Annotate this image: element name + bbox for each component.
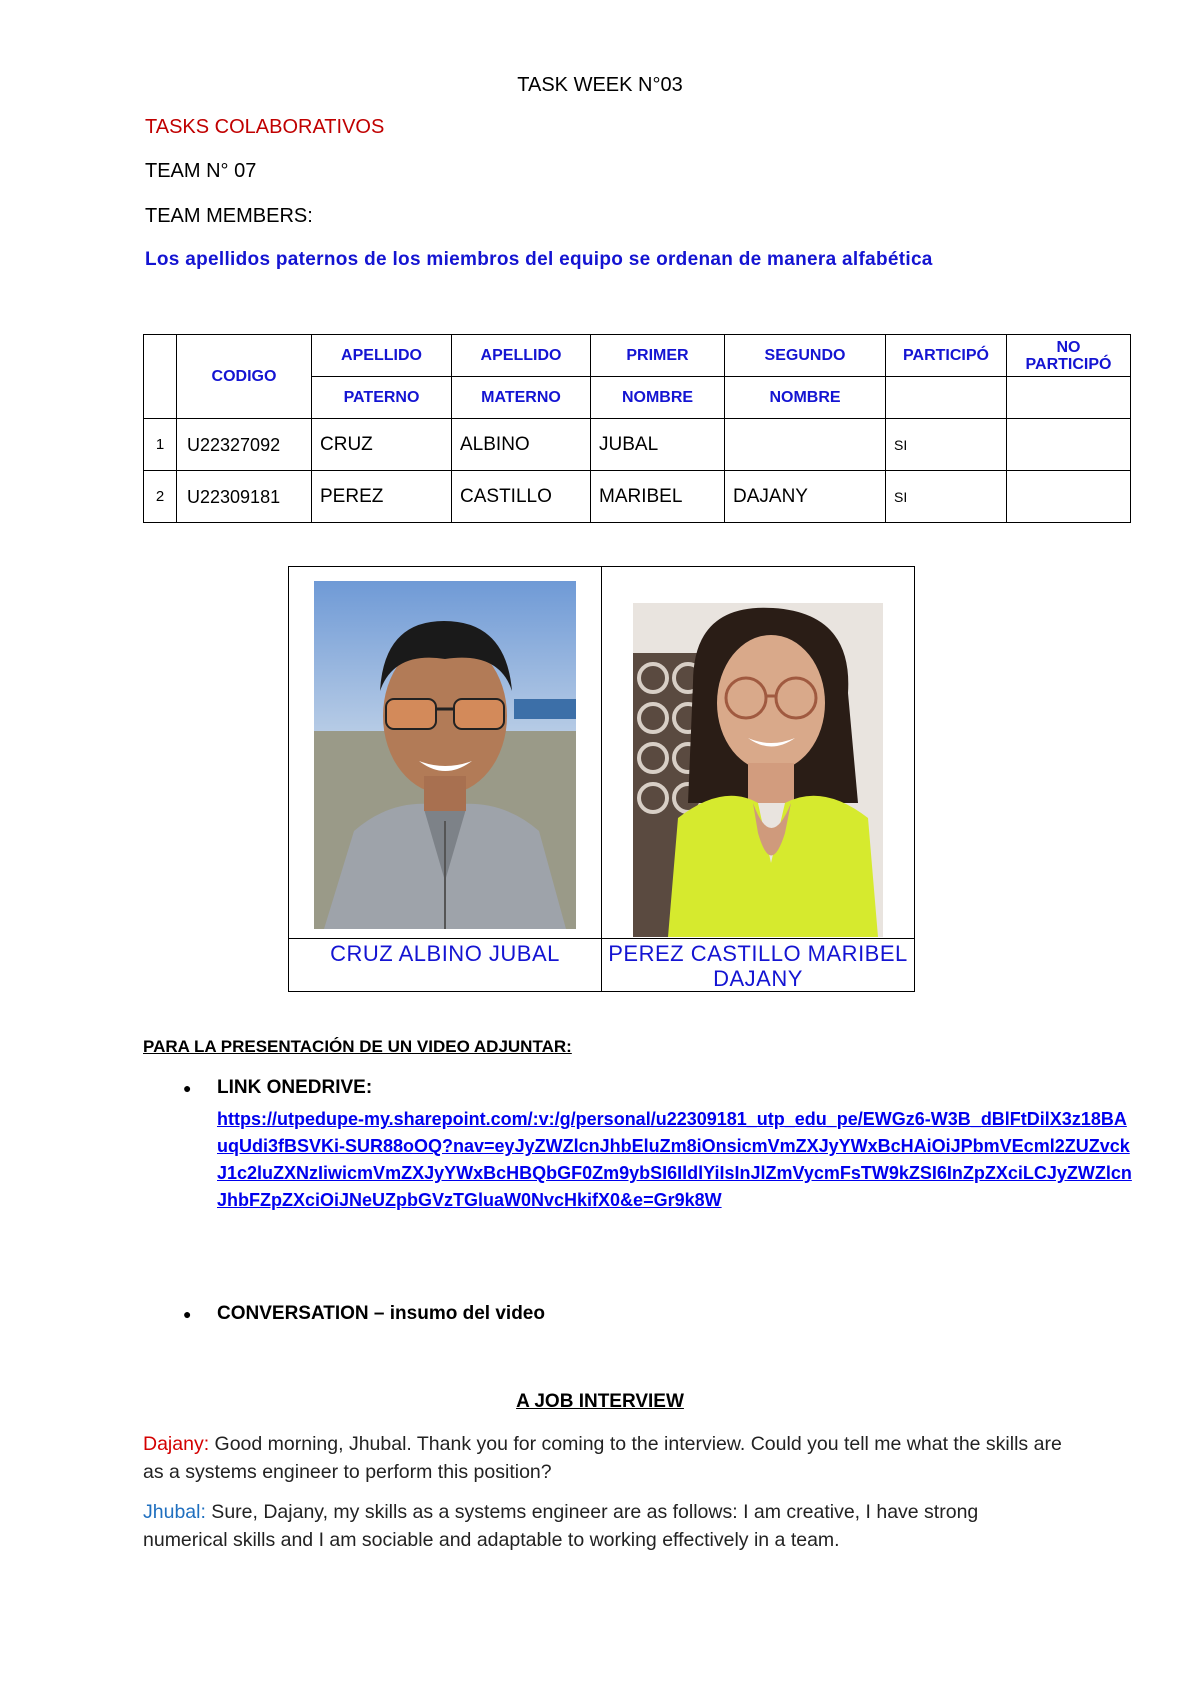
photos-table xyxy=(288,566,915,992)
row-materno: CASTILLO xyxy=(452,471,591,523)
photo-cell-2 xyxy=(602,567,915,939)
row-no-participo xyxy=(1007,471,1131,523)
speaker-name: Jhubal: xyxy=(143,1501,206,1523)
row-codigo: U22327092 xyxy=(177,419,312,471)
photo-portrait-woman xyxy=(633,603,883,937)
members-label: TEAM MEMBERS: xyxy=(145,205,313,227)
dialogue-line xyxy=(143,1498,1063,1554)
bullet-icon: ● xyxy=(183,1080,192,1096)
table-row xyxy=(144,419,1131,471)
dialogue-text: Good morning, Jhubal. Thank you for coming to the interview. Could you tell me what the skills are as a systems engineer to perform this position? xyxy=(143,1433,1062,1483)
conversation-label: CONVERSATION – insumo del video xyxy=(217,1303,545,1324)
row-segundo-nombre: DAJANY xyxy=(725,471,886,523)
speaker-name: Dajany: xyxy=(143,1433,210,1455)
dialogue-line xyxy=(143,1430,1063,1486)
photo-caption-2: PEREZ CASTILLO MARIBEL DAJANY xyxy=(602,939,915,992)
table-row xyxy=(144,471,1131,523)
member-photo-perez xyxy=(633,603,883,937)
row-segundo-nombre xyxy=(725,419,886,471)
header-apellido-paterno-bottom: PATERNO xyxy=(312,377,452,419)
row-paterno: PEREZ xyxy=(312,471,452,523)
row-participo: SI xyxy=(886,419,1007,471)
header-codigo: CODIGO xyxy=(177,335,312,419)
onedrive-link[interactable]: https://utpedupe-my.sharepoint.com/:v:/g/personal/u22309181_utp_edu_pe/EWGz6-W3B_dBlFtDilX3z18BAuqUdi3fBSVKi-SUR88oOQ?nav=eyJyZWZlcnJhbEluZm8iOnsicmVmZXJyYWxBcHAiOiJPbmVEcml2ZUZvckJ1c2luZXNzIiwicmVmZXJyYWxBcHBQbGF0Zm9ybSI6IldlYiIsInJlZmVycmFsTW9kZSI6InZpZXciLCJyZWZlcnJhbFZpZXciOiJNeUZpbGVzTGluaW0NvcHkifX0&e=Gr9k8W xyxy=(217,1109,1132,1210)
page-title: TASK WEEK N°03 xyxy=(517,74,683,96)
header-primer-nombre-bottom: NOMBRE xyxy=(591,377,725,419)
header-apellido-paterno-top: APELLIDO xyxy=(312,335,452,377)
table-header-row xyxy=(144,335,1131,377)
bullet-icon: ● xyxy=(183,1306,192,1322)
link-label: LINK ONEDRIVE: xyxy=(217,1077,373,1098)
header-participo: PARTICIPÓ xyxy=(886,335,1007,377)
header-primer-nombre-top: PRIMER xyxy=(591,335,725,377)
dialogue-text: Sure, Dajany, my skills as a systems engineer are as follows: I am creative, I have strong numerical skills and I am sociable and adaptable to working effectively in a team. xyxy=(143,1501,979,1551)
header-segundo-nombre-bottom: NOMBRE xyxy=(725,377,886,419)
member-photo-cruz xyxy=(314,581,576,929)
row-primer-nombre: MARIBEL xyxy=(591,471,725,523)
header-no-participo: NO PARTICIPÓ xyxy=(1007,335,1131,377)
video-section-label: PARA LA PRESENTACIÓN DE UN VIDEO ADJUNTAR: xyxy=(143,1037,572,1056)
row-paterno: CRUZ xyxy=(312,419,452,471)
row-primer-nombre: JUBAL xyxy=(591,419,725,471)
subtitle: Los apellidos paternos de los miembros del equipo se ordenan de manera alfabética xyxy=(145,249,933,270)
header-segundo-nombre-top: SEGUNDO xyxy=(725,335,886,377)
header-empty-cell xyxy=(1007,377,1131,419)
tasks-label: TASKS COLABORATIVOS xyxy=(145,116,385,138)
interview-title: A JOB INTERVIEW xyxy=(516,1391,684,1412)
header-apellido-materno-bottom: MATERNO xyxy=(452,377,591,419)
header-number-cell xyxy=(144,335,177,419)
members-table xyxy=(143,334,1131,523)
photo-caption-1: CRUZ ALBINO JUBAL xyxy=(289,939,602,992)
photo-portrait-man xyxy=(314,581,576,929)
row-number: 2 xyxy=(144,471,177,523)
row-number: 1 xyxy=(144,419,177,471)
row-participo: SI xyxy=(886,471,1007,523)
header-apellido-materno-top: APELLIDO xyxy=(452,335,591,377)
team-label: TEAM N° 07 xyxy=(145,160,257,182)
row-materno: ALBINO xyxy=(452,419,591,471)
header-empty-cell xyxy=(886,377,1007,419)
photo-cell-1 xyxy=(289,567,602,939)
row-no-participo xyxy=(1007,419,1131,471)
row-codigo: U22309181 xyxy=(177,471,312,523)
